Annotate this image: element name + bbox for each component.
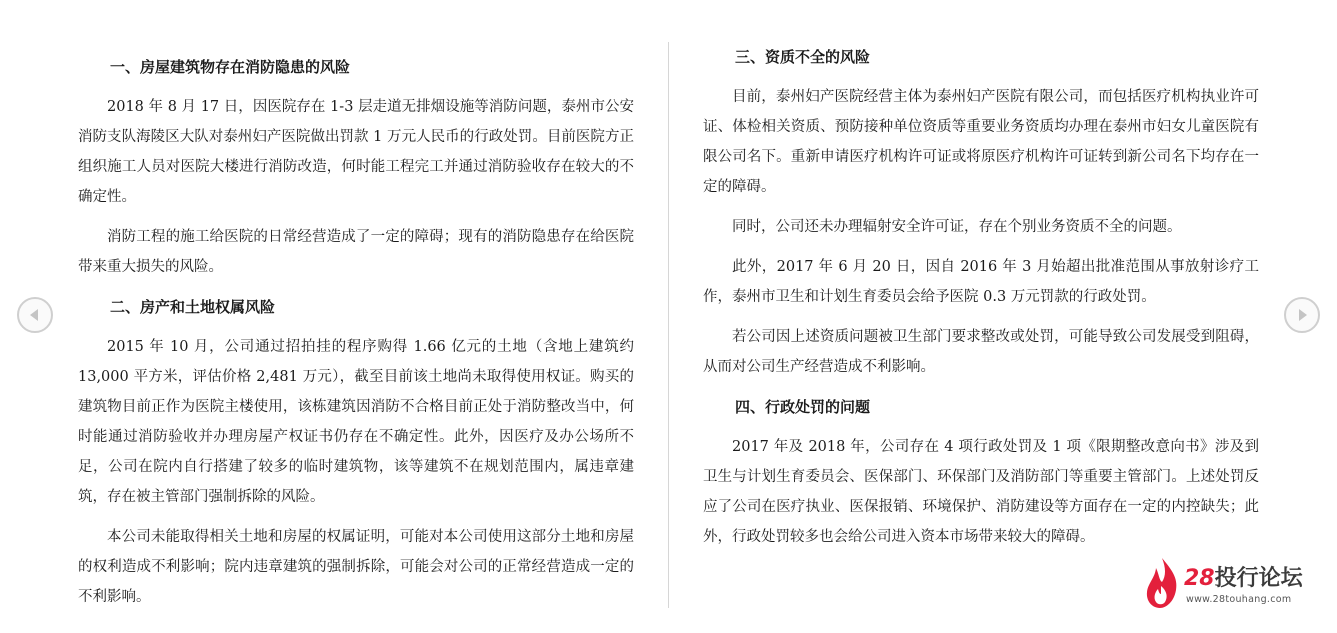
section-3-paragraph-4: 若公司因上述资质问题被卫生部门要求整改或处罚，可能导致公司发展受到阻碍，从而对公司生产经营造成不利影响。 xyxy=(703,329,1259,375)
logo-url: www.28touhang.com xyxy=(1186,594,1292,605)
section-3-paragraph-1: 目前，泰州妇产医院经营主体为泰州妇产医院有限公司，而包括医疗机构执业许可证、体检相关资质、预防接种单位资质等重要业务资质均办理在泰州市妇女儿童医院有限公司名下。重新申请医疗机构许可证或将原医疗机构许可证转到新公司名下均存在一定的障碍。 xyxy=(703,89,1259,195)
left-page xyxy=(78,0,634,633)
section-3-paragraph-2: 同时，公司还未办理辐射安全许可证，存在个别业务资质不全的问题。 xyxy=(732,219,1182,235)
logo-name: 投行论坛 xyxy=(1214,566,1303,591)
flame-icon xyxy=(1144,556,1180,610)
chevron-right-icon xyxy=(1294,307,1310,323)
logo-text xyxy=(1184,566,1303,592)
section-2-title: 二、房产和土地权属风险 xyxy=(110,298,276,316)
section-2-paragraph-1: 2015 年 10 月，公司通过招拍挂的程序购得 1.66 亿元的土地（含地上建筑约 13,000 平方米，评估价格 2,481 万元），截至目前该土地尚未取得使用权证。购买的建筑物目前正作为医院主楼使用，该栋建筑因消防不合格目前正处于消防整改当中，何时能通过消防验收并办理房屋产权证书仍存在不确定性。此外，因医疗及办公场所不足，公司在院内自行搭建了较多的临时建筑物，该等建筑不在规划范围内，属违章建筑，存在被主管部门强制拆除的风险。 xyxy=(78,339,634,505)
section-3-title: 三、资质不全的风险 xyxy=(735,48,871,66)
section-1-paragraph-1: 2018 年 8 月 17 日，因医院存在 1-3 层走道无排烟设施等消防问题，泰州市公安消防支队海陵区大队对泰州妇产医院做出罚款 1 万元人民币的行政处罚。目前医院方正组织施工人员对医院大楼进行消防改造，何时能工程完工并通过消防验收存在较大的不确定性。 xyxy=(78,99,634,205)
next-page-button[interactable] xyxy=(1284,297,1320,333)
section-1-title: 一、房屋建筑物存在消防隐患的风险 xyxy=(110,58,351,76)
right-page xyxy=(703,0,1259,633)
section-3-paragraph-3: 此外，2017 年 6 月 20 日，因自 2016 年 3 月始超出批准范围从事放射诊疗工作，泰州市卫生和计划生育委员会给予医院 0.3 万元罚款的行政处罚。 xyxy=(703,259,1259,305)
section-4-title: 四、行政处罚的问题 xyxy=(735,398,871,416)
section-1-paragraph-2: 消防工程的施工给医院的日常经营造成了一定的障碍；现有的消防隐患存在给医院带来重大损失的风险。 xyxy=(78,229,634,275)
page-divider xyxy=(668,42,669,608)
section-4-paragraph-1: 2017 年及 2018 年，公司存在 4 项行政处罚及 1 项《限期整改意向书》涉及到卫生与计划生育委员会、医保部门、环保部门及消防部门等重要主管部门。上述处罚反应了公司在医疗执业、医保报销、环境保护、消防建设等方面存在一定的内控缺失；此外，行政处罚较多也会给公司进入资本市场带来较大的障碍。 xyxy=(703,439,1259,545)
section-2-paragraph-2: 本公司未能取得相关土地和房屋的权属证明，可能对本公司使用这部分土地和房屋的权利造成不利影响；院内违章建筑的强制拆除，可能会对公司的正常经营造成一定的不利影响。 xyxy=(78,529,634,605)
logo-number: 28 xyxy=(1184,566,1215,591)
chevron-left-icon xyxy=(27,307,43,323)
watermark-logo xyxy=(1142,556,1312,612)
previous-page-button[interactable] xyxy=(17,297,53,333)
